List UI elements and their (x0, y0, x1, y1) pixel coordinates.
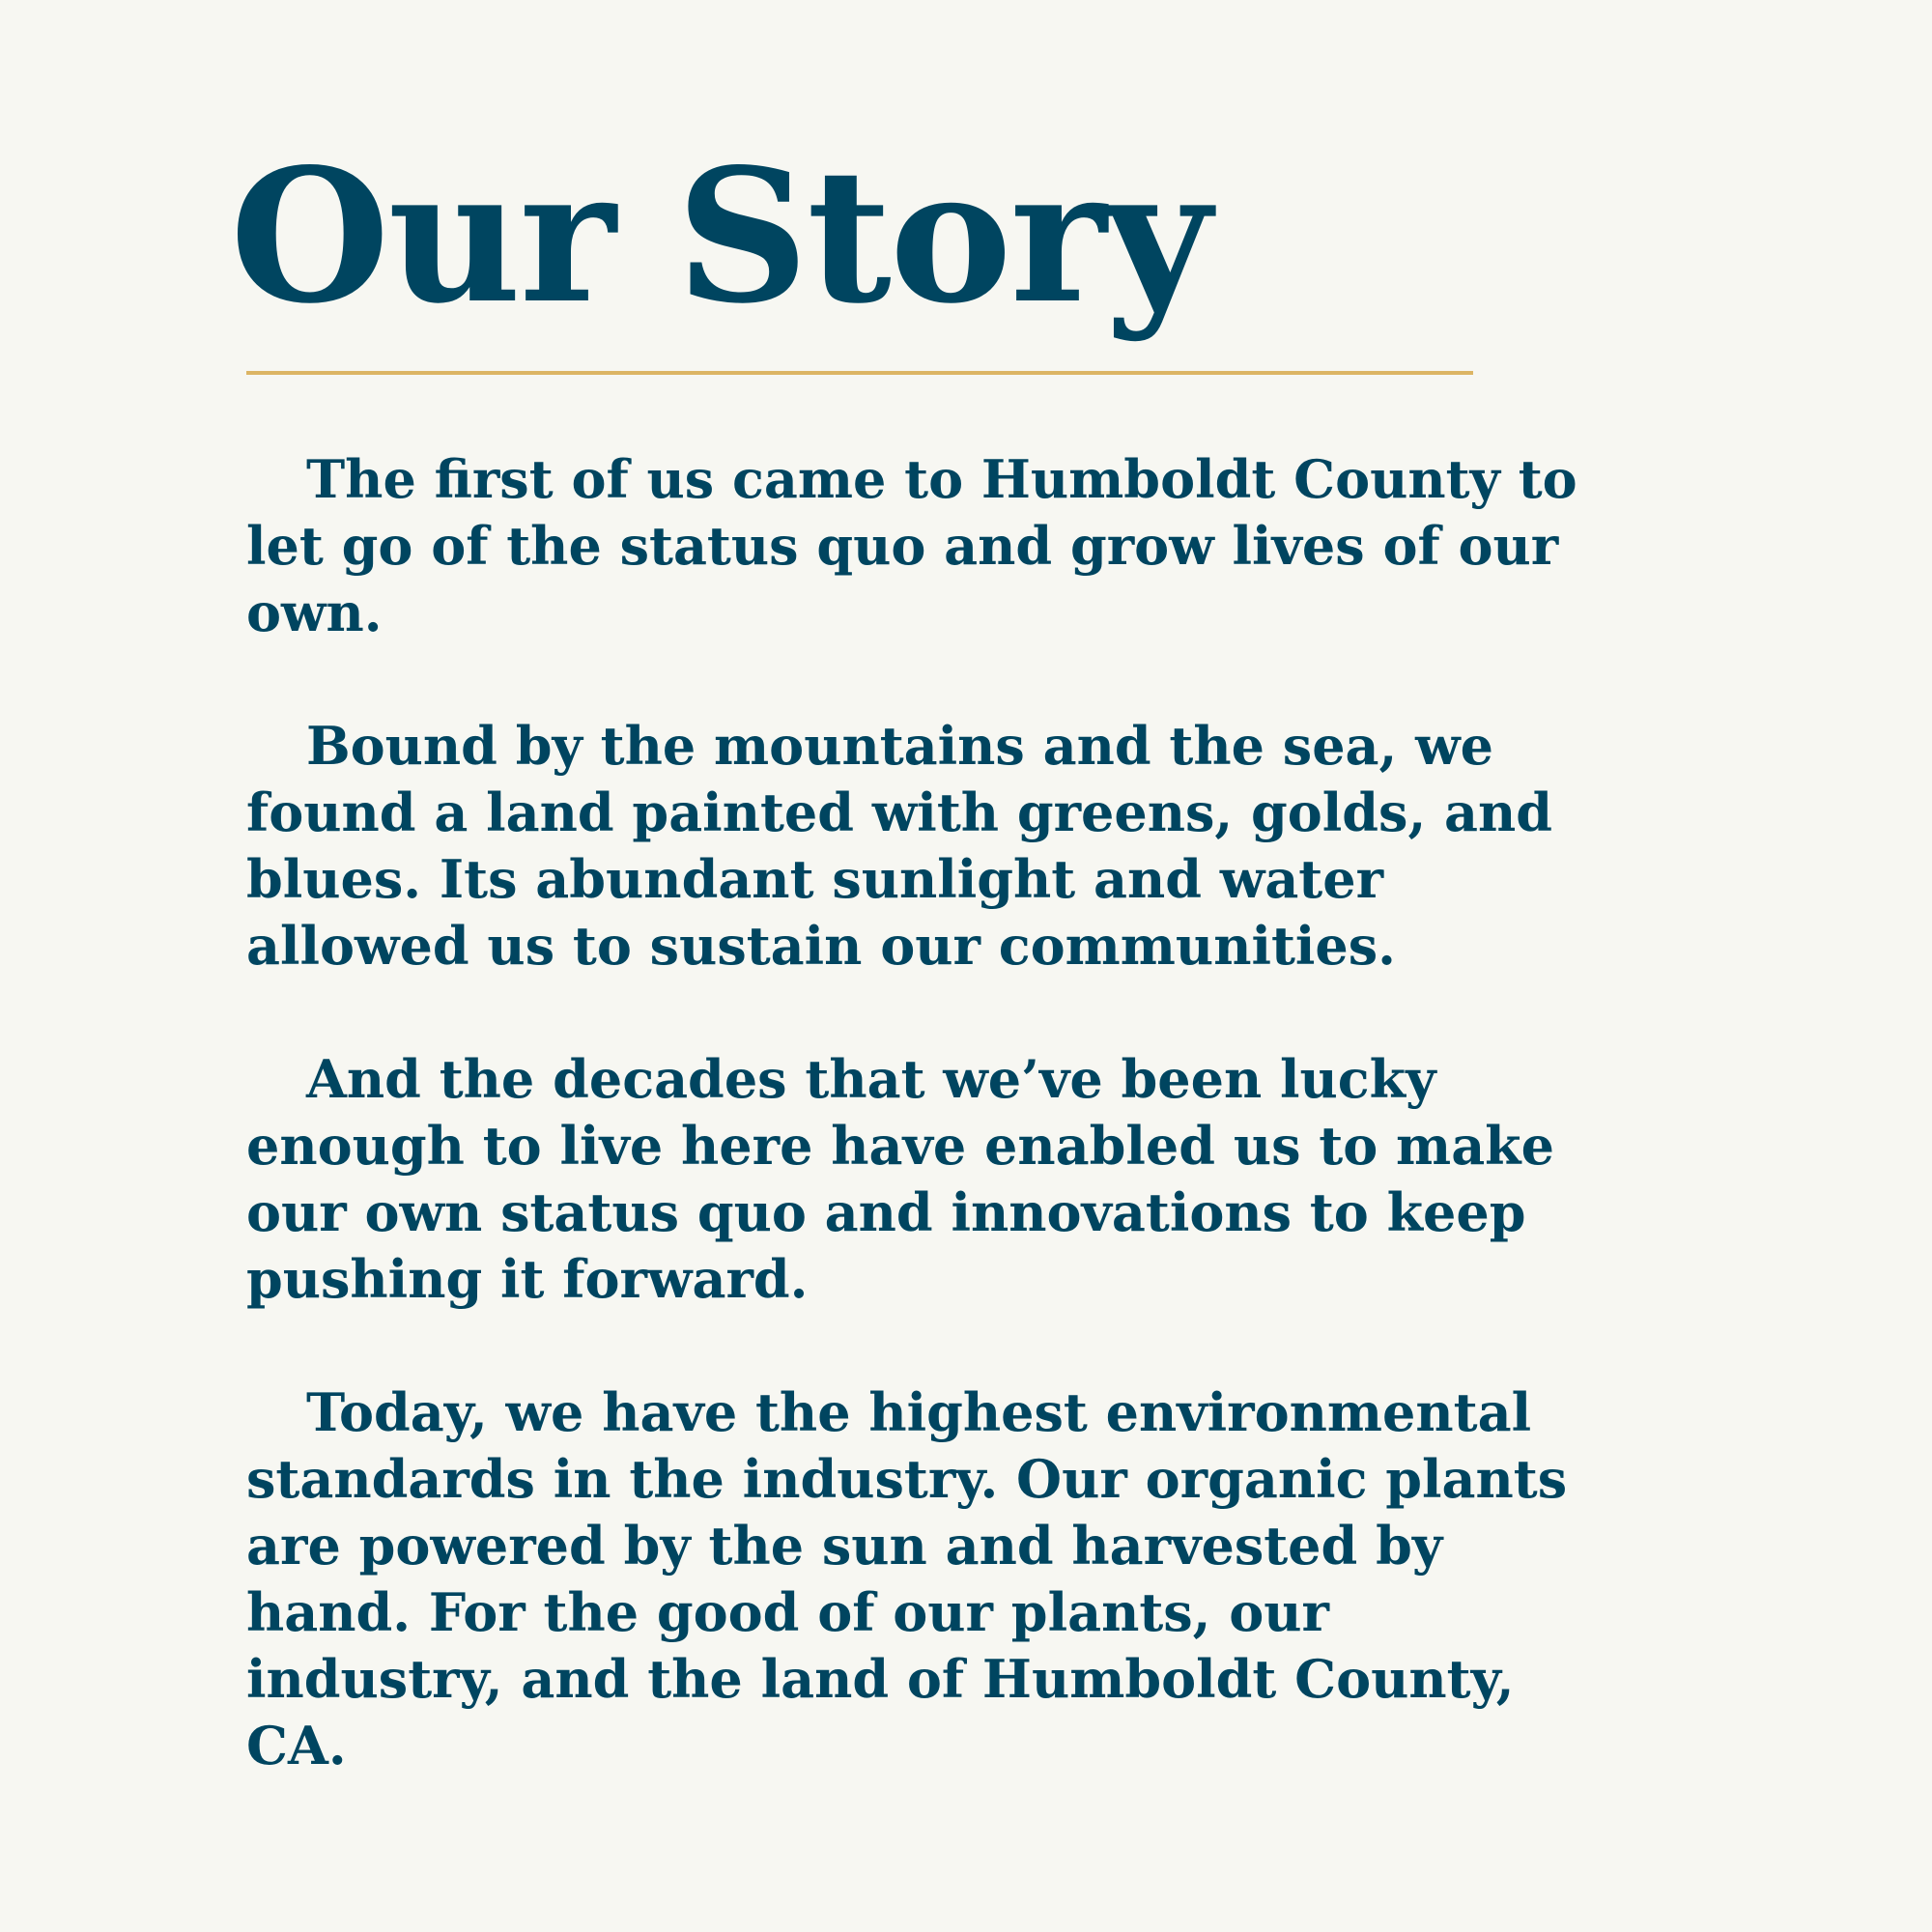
story-paragraph-4: Today, we have the highest environmental standards in the industry. Our organic plants are powered by the sun and harvested by hand. For the good of our plants, our industry, and the land of Humboldt County, CA. (246, 1381, 1568, 1776)
story-paragraph-1: The first of us came to Humboldt County to let go of the status quo and grow lives of our own. (246, 448, 1577, 643)
story-body (246, 446, 1584, 1846)
page-title: Our Story (230, 128, 1210, 344)
story-paragraph-2: Bound by the mountains and the sea, we found a land painted with greens, golds, and blues. Its abundant sunlight and water allowed us to sustain our communities. (246, 715, 1553, 977)
story-paragraph-3: And the decades that we’ve been lucky enough to live here have enabled us to make our own status quo and innovations to keep pushing it forward. (246, 1048, 1554, 1310)
gold-divider (246, 371, 1473, 375)
